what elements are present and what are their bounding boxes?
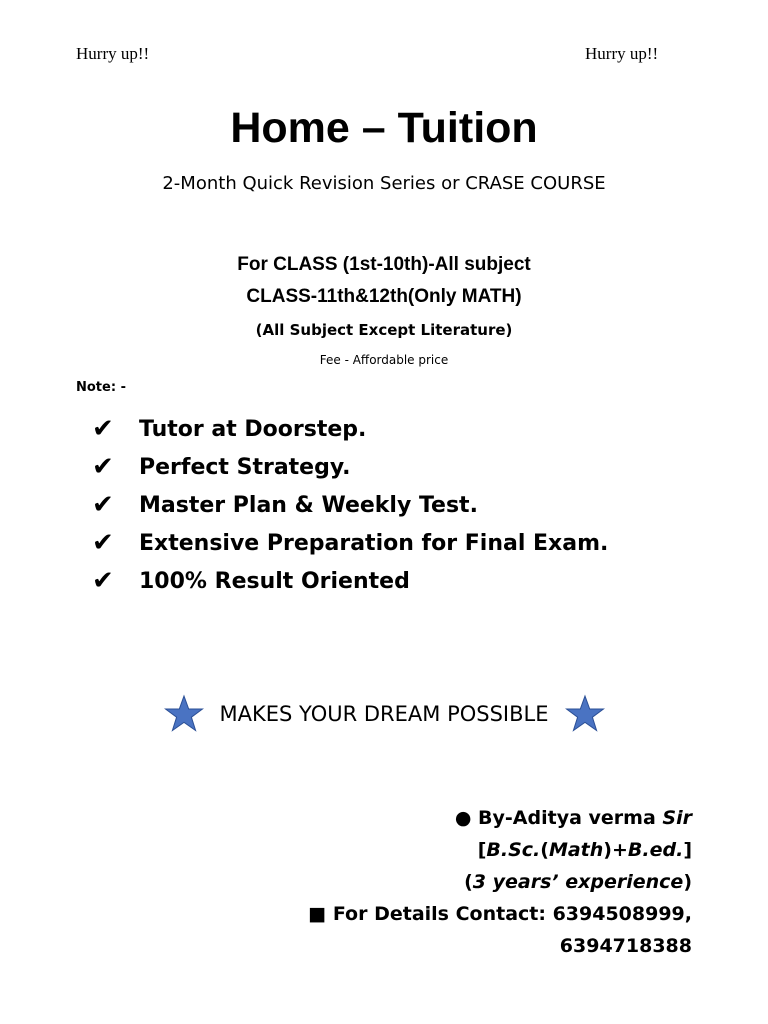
class-line-primary: For CLASS (1st-10th)-All subject <box>237 254 531 275</box>
qualification-line <box>308 834 692 866</box>
author-name: By-Aditya verma <box>478 807 656 829</box>
degree-bed: B.ed. <box>627 839 684 861</box>
list-item-text: Perfect Strategy. <box>139 454 351 480</box>
contact-text: For Details Contact: 6394508999, <box>332 903 692 925</box>
list-item-text: 100% Result Oriented <box>139 568 410 594</box>
slogan-row <box>0 694 768 734</box>
list-item-text: Extensive Preparation for Final Exam. <box>139 530 609 556</box>
degree-bsc: B.Sc. <box>486 839 541 861</box>
fee-line: Fee - Affordable price <box>319 353 449 367</box>
list-item <box>92 486 608 524</box>
note-label: Note: - <box>76 380 126 395</box>
experience-line <box>308 866 692 898</box>
list-item <box>92 524 608 562</box>
bracket-open: [ <box>477 839 487 861</box>
paren-open: ( <box>540 839 549 861</box>
square-bullet-icon: ■ <box>308 903 327 925</box>
bracket-close: ] <box>683 839 692 861</box>
star-icon <box>565 694 605 734</box>
bullet-dot-icon: ● <box>454 807 472 829</box>
feature-list <box>92 410 608 600</box>
exp-paren-close: ) <box>683 871 692 893</box>
author-block <box>308 802 692 962</box>
page-subtitle: 2-Month Quick Revision Series or CRASE COURSE <box>162 173 606 194</box>
subject-exception: (All Subject Except Literature) <box>255 321 513 339</box>
list-item <box>92 448 608 486</box>
degree-subject: Math <box>548 839 604 861</box>
list-item <box>92 562 608 600</box>
phone-secondary: 6394718388 <box>559 935 692 957</box>
class-line-senior: CLASS-11th&12th(Only MATH) <box>246 286 522 307</box>
check-icon: ✔ <box>92 528 114 558</box>
star-icon <box>164 694 204 734</box>
list-item <box>92 410 608 448</box>
list-item-text: Tutor at Doorstep. <box>139 416 367 442</box>
check-icon: ✔ <box>92 566 114 596</box>
check-icon: ✔ <box>92 490 114 520</box>
paren-close-plus: )+ <box>603 839 628 861</box>
check-icon: ✔ <box>92 414 114 444</box>
author-title: Sir <box>662 807 692 829</box>
experience-text: 3 years’ experience <box>472 871 684 893</box>
page-title: Home – Tuition <box>230 104 538 152</box>
slogan-text: MAKES YOUR DREAM POSSIBLE <box>219 702 549 726</box>
contact-line <box>308 898 692 930</box>
header-right-text: Hurry up!! <box>585 44 659 63</box>
check-icon: ✔ <box>92 452 114 482</box>
header-left-text: Hurry up!! <box>76 44 150 63</box>
author-line <box>308 802 692 834</box>
list-item-text: Master Plan & Weekly Test. <box>139 492 478 518</box>
exp-paren-open: ( <box>464 871 473 893</box>
